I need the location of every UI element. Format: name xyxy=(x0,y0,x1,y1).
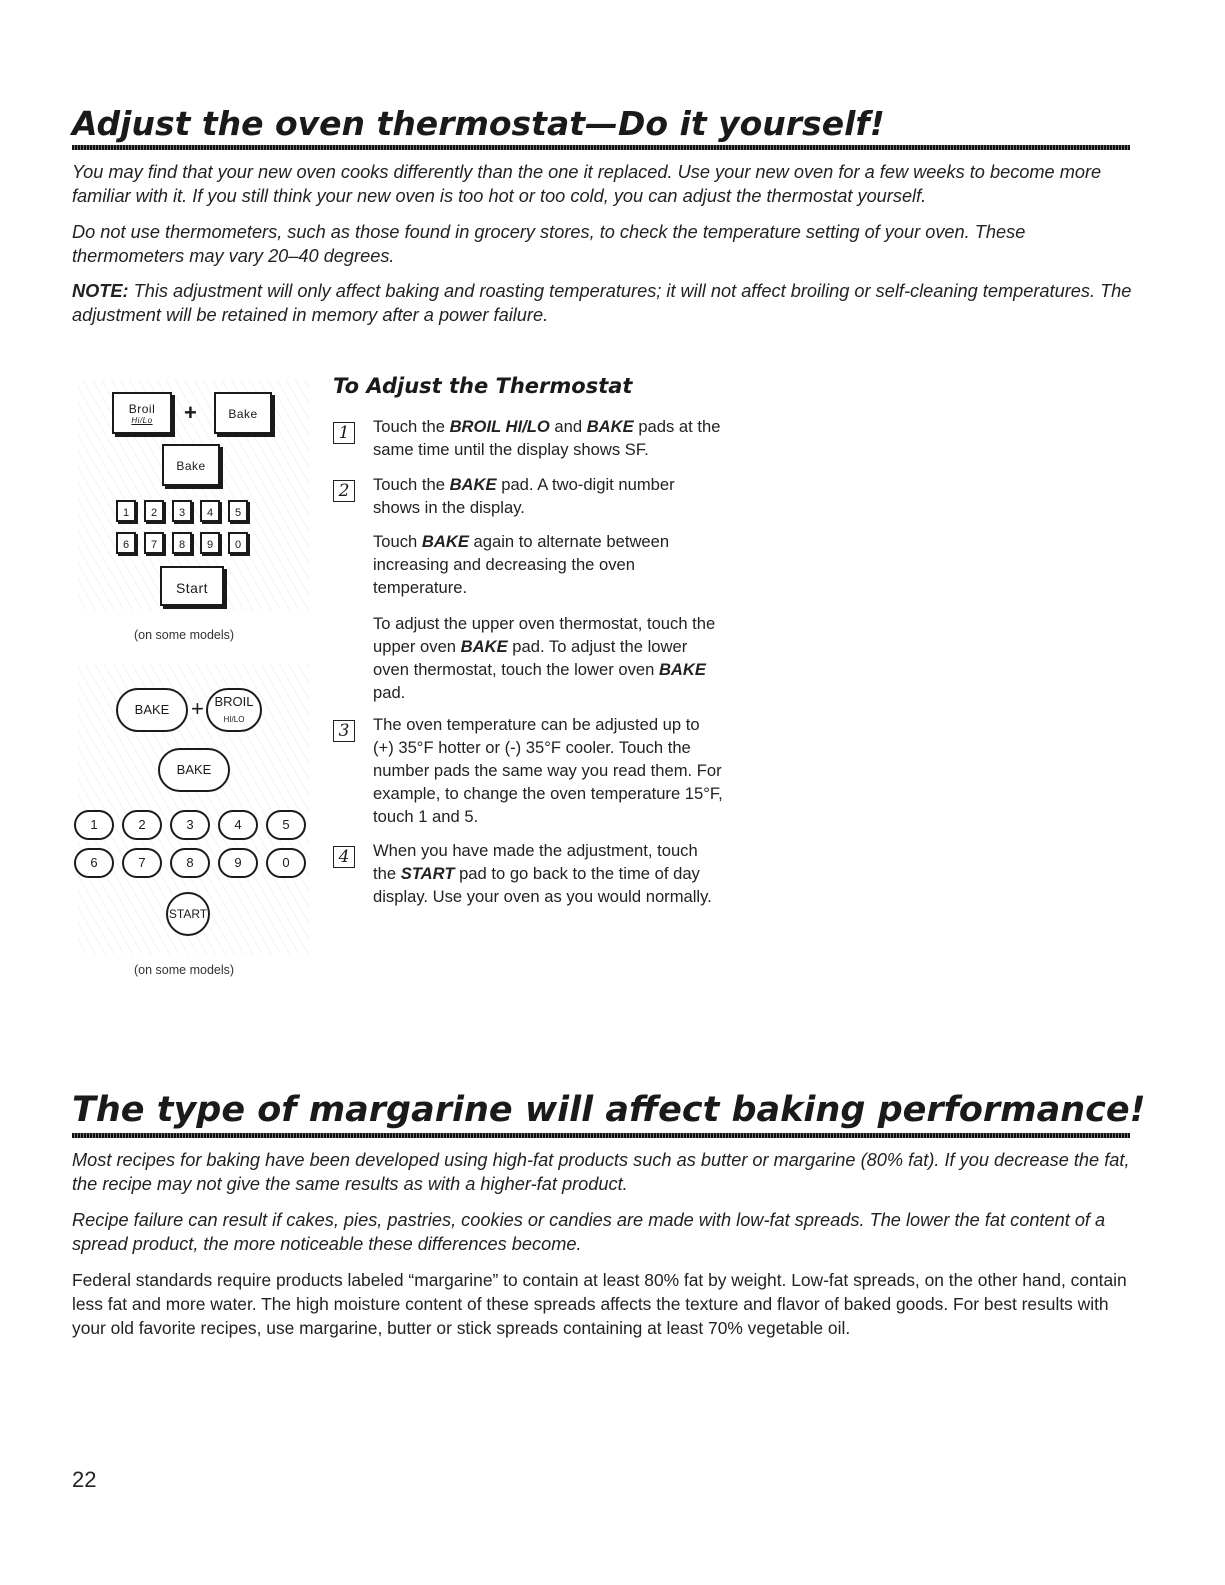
procedure-title: To Adjust the Thermostat xyxy=(333,374,633,398)
margarine-paragraph-2: Recipe failure can result if cakes, pies, pastries, cookies or candies are made with low-fat spreads. The lower the fat content of a spread product, the more noticeable these differences become. xyxy=(72,1210,1106,1254)
number-key[interactable]: 1 xyxy=(116,500,136,522)
step-4-text xyxy=(373,839,723,908)
intro-paragraph-1: You may find that your new oven cooks differently than the one it replaced. Use your new oven for a few weeks to become more familiar with it. If you still think your new oven is too hot or too cold, you can adjust the thermostat yourself. xyxy=(72,162,1102,206)
number-key[interactable]: 4 xyxy=(200,500,220,522)
text-run: Touch the xyxy=(373,475,450,494)
number-key[interactable]: 7 xyxy=(144,532,164,554)
number-key[interactable]: 9 xyxy=(200,532,220,554)
control-panel-round xyxy=(78,664,310,954)
step-2-note-upper-lower xyxy=(373,612,723,704)
broil-hi-lo-key[interactable] xyxy=(112,392,172,434)
number-pad[interactable]: 9 xyxy=(218,848,258,878)
start-key[interactable]: Start xyxy=(160,566,224,606)
step-number: 2 xyxy=(333,480,355,502)
title-rule xyxy=(72,145,1130,150)
text-run: pad to go back to the time of day display. Use your oven as you would normally. xyxy=(373,864,712,906)
key-name: START xyxy=(400,864,455,883)
margarine-paragraph-3: Federal standards require products labeled “margarine” to contain at least 80% fat by weight. Low-fat spreads, on the other hand, contain less fat and more water. The high moisture content of these spreads affects the texture and flavor of baked goods. For best results with your old favorite recipes, use margarine, butter or stick spreads containing at least 70% vegetable oil. xyxy=(72,1270,1127,1338)
number-pad[interactable]: 0 xyxy=(266,848,306,878)
number-key[interactable]: 6 xyxy=(116,532,136,554)
broil-key-label: Broil xyxy=(128,402,156,416)
note-paragraph xyxy=(72,279,1132,327)
panel-caption-2: (on some models) xyxy=(134,963,235,977)
text-run: pad. A two-digit number shows in the display. xyxy=(373,475,675,517)
broil-key-sublabel: Hi/Lo xyxy=(131,416,153,425)
note-label: NOTE: xyxy=(72,281,129,301)
step-number: 3 xyxy=(333,720,355,742)
number-pad[interactable]: 4 xyxy=(218,810,258,840)
key-name: BAKE xyxy=(658,660,706,679)
text-run: When you have made the adjustment, touch the xyxy=(373,841,698,883)
title-rule xyxy=(72,1133,1130,1138)
key-name: BAKE xyxy=(586,417,634,436)
step-number: 4 xyxy=(333,846,355,868)
broil-pad-label: BROIL xyxy=(214,694,254,709)
section-title-margarine: The type of margarine will affect baking performance! xyxy=(72,1090,1146,1130)
margarine-paragraph-1: Most recipes for baking have been developed using high-fat products such as butter or margarine (80% fat). If you decrease the fat, the recipe may not give the same results as with a higher-fat product. xyxy=(72,1150,1130,1194)
text-run: and xyxy=(549,417,587,436)
section-title-thermostat: Adjust the oven thermostat—Do it yourself! xyxy=(72,104,885,143)
text-run: Touch the xyxy=(373,417,450,436)
bake-pad-single[interactable]: BAKE xyxy=(158,748,230,792)
intro-paragraph-2: Do not use thermometers, such as those found in grocery stores, to check the temperature setting of your oven. These thermometers may vary 20–40 degrees. xyxy=(72,222,1026,266)
number-key[interactable]: 2 xyxy=(144,500,164,522)
panel-caption-1: (on some models) xyxy=(134,628,235,642)
text-run: pads at the same time until the display shows SF. xyxy=(373,417,721,459)
text-run: Touch xyxy=(373,532,422,551)
text-run: pad. xyxy=(373,683,406,702)
note-text: This adjustment will only affect baking and roasting temperatures; it will not affect broiling or self-cleaning temperatures. The adjustment will be retained in memory after a power failure. xyxy=(72,281,1132,325)
start-pad[interactable]: START xyxy=(166,892,210,936)
number-key[interactable]: 5 xyxy=(228,500,248,522)
key-name: BAKE xyxy=(460,637,508,656)
bake-key-single[interactable]: Bake xyxy=(162,444,220,486)
plus-sign: + xyxy=(191,696,204,721)
number-key[interactable]: 0 xyxy=(228,532,248,554)
bake-key[interactable]: Bake xyxy=(214,392,272,434)
control-panel-rect xyxy=(78,380,310,610)
key-name: BROIL HI/LO xyxy=(449,417,550,436)
number-pad[interactable]: 7 xyxy=(122,848,162,878)
number-pad[interactable]: 6 xyxy=(74,848,114,878)
broil-pad-sublabel: HI/LO xyxy=(223,715,245,724)
number-pad[interactable]: 5 xyxy=(266,810,306,840)
page-number: 22 xyxy=(72,1467,97,1492)
text-run: To adjust the upper oven thermostat, touch the upper oven xyxy=(373,614,716,656)
number-pad[interactable]: 2 xyxy=(122,810,162,840)
step-number: 1 xyxy=(333,422,355,444)
step-2-text xyxy=(373,473,723,519)
number-pad[interactable]: 3 xyxy=(170,810,210,840)
number-pad[interactable]: 8 xyxy=(170,848,210,878)
step-3-text: The oven temperature can be adjusted up to (+) 35°F hotter or (-) 35°F cooler. Touch the number pads the same way you read them. For example, to change the oven temperature 15°F, touch 1 and 5. xyxy=(373,715,723,826)
broil-hi-lo-pad[interactable] xyxy=(206,688,262,732)
text-run: pad. To adjust the lower oven thermostat, touch the lower oven xyxy=(373,637,688,679)
step-2-note-alternate xyxy=(373,530,723,599)
bake-pad[interactable]: BAKE xyxy=(116,688,188,732)
plus-sign: + xyxy=(184,400,197,425)
text-run: again to alternate between increasing and decreasing the oven temperature. xyxy=(373,532,670,597)
step-1-text xyxy=(373,415,723,461)
number-key[interactable]: 3 xyxy=(172,500,192,522)
key-name: BAKE xyxy=(449,475,497,494)
number-key[interactable]: 8 xyxy=(172,532,192,554)
key-name: BAKE xyxy=(421,532,469,551)
number-pad[interactable]: 1 xyxy=(74,810,114,840)
